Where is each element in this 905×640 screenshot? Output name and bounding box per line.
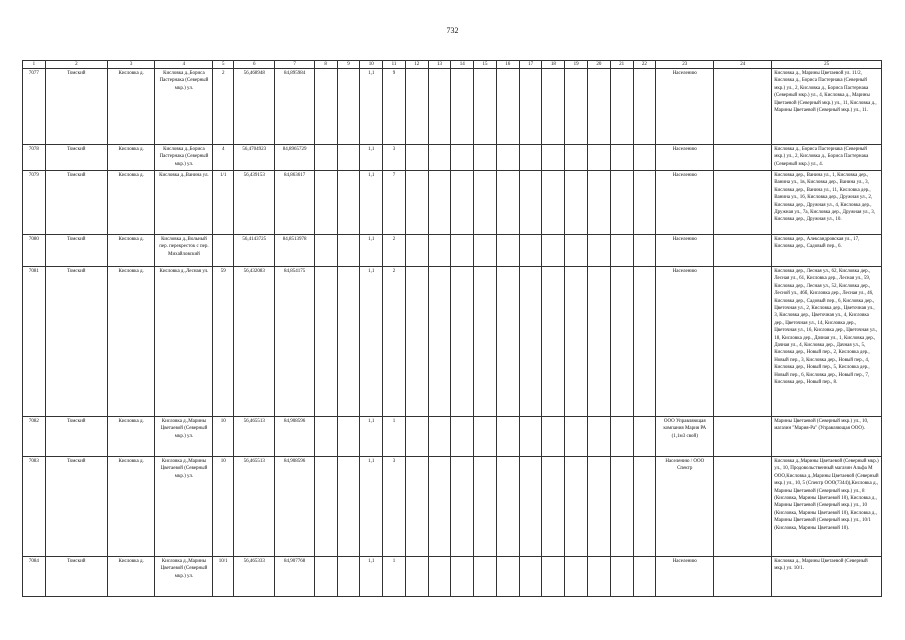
empty-cell xyxy=(519,69,542,145)
empty-cell xyxy=(565,145,588,171)
empty-cell xyxy=(496,69,519,145)
container-volume-cell: 1,1 xyxy=(360,417,383,457)
latitude-cell: 56,465333 xyxy=(234,557,275,597)
page-number: 732 xyxy=(446,26,459,35)
row-id: 7080 xyxy=(23,235,46,267)
address-cell: Кисловка д.,Лесная ул. xyxy=(155,267,213,417)
house-number-cell: 10/1 xyxy=(213,557,234,597)
column-header: 21 xyxy=(610,61,633,69)
region-cell: Томский xyxy=(45,235,107,267)
address-cell: Кисловка д.,Ванина ул. xyxy=(155,171,213,235)
empty-cell xyxy=(405,457,428,557)
empty-cell xyxy=(428,235,451,267)
waste-sources-cell: Марины Цветаевой (Северный мкр.) ул., 10, магазин "Мария-Ра" (Управляющая ООО). xyxy=(772,417,882,457)
empty-cell xyxy=(314,267,337,417)
latitude-cell: 56,432083 xyxy=(234,267,275,417)
empty-cell xyxy=(633,267,656,417)
empty-cell xyxy=(474,235,497,267)
empty-cell xyxy=(519,557,542,597)
region-cell: Томский xyxy=(45,557,107,597)
region-cell: Томский xyxy=(45,267,107,417)
operator-cell: Населению xyxy=(656,69,714,145)
empty-cell xyxy=(587,417,610,457)
column-header: 12 xyxy=(405,61,428,69)
row-id: 7084 xyxy=(23,557,46,597)
settlement-cell: Кисловка д. xyxy=(107,417,155,457)
empty-cell xyxy=(714,267,772,417)
table-row xyxy=(23,69,882,145)
empty-cell xyxy=(405,235,428,267)
table-row xyxy=(23,235,882,267)
empty-cell xyxy=(714,417,772,457)
empty-cell xyxy=(633,171,656,235)
house-number-cell: 4 xyxy=(213,145,234,171)
column-header: 17 xyxy=(519,61,542,69)
waste-sources-cell: Кисловка дер., Александровская ул., 17, Кисловка дер., Садовый пер., 6. xyxy=(772,235,882,267)
empty-cell xyxy=(542,145,565,171)
empty-cell xyxy=(496,235,519,267)
empty-cell xyxy=(428,557,451,597)
empty-cell xyxy=(610,145,633,171)
empty-cell xyxy=(451,235,474,267)
waste-sources-cell: Кисловка дер., Лесная ул., 62, Кисловка дер., Лесная ул., 61, Кисловка дер., Лесная ул., 59, Кисловка дер., Лесная ул., 52, Кисловка дер., Лесной ул., 46б, Кисловка дер., Лесная ул., 46, Кисловка дер., Садовый пер., 6, Кисловка дер., Цветочная ул., 2, Кисловка дер., Цветочная ул., 3, Кисловка дер., Цветочная ул., 4, Кисловка дер., Цветочная ул., 14, Кисловка дер., Цветочная ул., 16, Кисловка дер., Цветочная ул., 18, Кисловка дер., Дачная ул., 1, Кисловка дер., Дачная ул., 4, Кисловка дер., Дачная ул., 5, Кисловка дер., Новый пер., 2, Кисловка дер., Новый пер., 3, Кисловка дер., Новый пер., 4, Кисловка дер., Новый пер., 5, Кисловка дер., Новый пер., 6, Кисловка дер., Новый пер., 7, Кисловка дер., Новый пер., 8. xyxy=(772,267,882,417)
empty-cell xyxy=(565,457,588,557)
address-cell: Кисловка д.,Вольный пер. перекресток с пер. Михайловский xyxy=(155,235,213,267)
empty-cell xyxy=(633,457,656,557)
latitude-cell: 56,465513 xyxy=(234,417,275,457)
address-cell: Кисловка д.,Марины Цветаевой (Северный мкр.) ул. xyxy=(155,417,213,457)
container-volume-cell: 1,1 xyxy=(360,557,383,597)
operator-cell: Населению xyxy=(656,171,714,235)
column-header: 11 xyxy=(383,61,406,69)
address-cell: Кисловка д.,Марины Цветаевой (Северный мкр.) ул. xyxy=(155,557,213,597)
empty-cell xyxy=(633,557,656,597)
empty-cell xyxy=(314,171,337,235)
container-count-cell: 1 xyxy=(383,557,406,597)
latitude-cell: 56,468948 xyxy=(234,69,275,145)
row-id: 7083 xyxy=(23,457,46,557)
empty-cell xyxy=(519,145,542,171)
empty-cell xyxy=(337,145,360,171)
empty-cell xyxy=(587,145,610,171)
settlement-cell: Кисловка д. xyxy=(107,457,155,557)
region-cell: Томский xyxy=(45,457,107,557)
empty-cell xyxy=(451,145,474,171)
column-header: 4 xyxy=(155,61,213,69)
empty-cell xyxy=(474,69,497,145)
empty-cell xyxy=(633,145,656,171)
table-row xyxy=(23,145,882,171)
longitude-cell: 84,854175 xyxy=(275,267,314,417)
register-table xyxy=(22,60,882,597)
empty-cell xyxy=(587,235,610,267)
column-header: 22 xyxy=(633,61,656,69)
empty-cell xyxy=(565,235,588,267)
empty-cell xyxy=(542,557,565,597)
longitude-cell: 84,863617 xyxy=(275,171,314,235)
empty-cell xyxy=(314,557,337,597)
empty-cell xyxy=(610,417,633,457)
empty-cell xyxy=(428,457,451,557)
column-header: 9 xyxy=(337,61,360,69)
house-number-cell: 59 xyxy=(213,267,234,417)
container-volume-cell: 1,1 xyxy=(360,171,383,235)
empty-cell xyxy=(337,417,360,457)
column-header: 5 xyxy=(213,61,234,69)
empty-cell xyxy=(587,557,610,597)
empty-cell xyxy=(474,267,497,417)
empty-cell xyxy=(633,235,656,267)
empty-cell xyxy=(565,267,588,417)
settlement-cell: Кисловка д. xyxy=(107,557,155,597)
container-count-cell: 2 xyxy=(383,267,406,417)
column-header: 20 xyxy=(587,61,610,69)
empty-cell xyxy=(451,171,474,235)
empty-cell xyxy=(610,171,633,235)
operator-cell: Населению xyxy=(656,235,714,267)
waste-sources-cell: Кисловка д., Бориса Пастернака (Северный мкр.) ул., 2, Кисловка д., Бориса Пастернака (Северный мкр.) ул., 4. xyxy=(772,145,882,171)
column-header: 15 xyxy=(474,61,497,69)
empty-cell xyxy=(587,69,610,145)
empty-cell xyxy=(714,457,772,557)
empty-cell xyxy=(405,171,428,235)
region-cell: Томский xyxy=(45,69,107,145)
table-row xyxy=(23,267,882,417)
empty-cell xyxy=(405,417,428,457)
empty-cell xyxy=(519,235,542,267)
house-number-cell: 1/1 xyxy=(213,171,234,235)
table-row xyxy=(23,171,882,235)
empty-cell xyxy=(337,557,360,597)
empty-cell xyxy=(496,145,519,171)
empty-cell xyxy=(451,267,474,417)
region-cell: Томский xyxy=(45,171,107,235)
empty-cell xyxy=(337,171,360,235)
empty-cell xyxy=(405,267,428,417)
column-header: 6 xyxy=(234,61,275,69)
empty-cell xyxy=(633,417,656,457)
column-header: 19 xyxy=(565,61,588,69)
operator-cell: Населению xyxy=(656,557,714,597)
container-count-cell: 3 xyxy=(383,457,406,557)
empty-cell xyxy=(610,457,633,557)
empty-cell xyxy=(542,171,565,235)
empty-cell xyxy=(314,145,337,171)
empty-cell xyxy=(496,267,519,417)
empty-cell xyxy=(428,69,451,145)
container-volume-cell: 1,1 xyxy=(360,267,383,417)
row-id: 7078 xyxy=(23,145,46,171)
table-body xyxy=(23,69,882,597)
house-number-cell: 10 xyxy=(213,417,234,457)
empty-cell xyxy=(474,457,497,557)
empty-cell xyxy=(542,235,565,267)
empty-cell xyxy=(565,171,588,235)
longitude-cell: 84,895984 xyxy=(275,69,314,145)
longitude-cell: 84,908596 xyxy=(275,457,314,557)
container-volume-cell: 1,1 xyxy=(360,69,383,145)
empty-cell xyxy=(496,171,519,235)
empty-cell xyxy=(405,557,428,597)
container-count-cell: 7 xyxy=(383,171,406,235)
empty-cell xyxy=(496,457,519,557)
empty-cell xyxy=(610,557,633,597)
longitude-cell: 84,907768 xyxy=(275,557,314,597)
empty-cell xyxy=(496,417,519,457)
empty-cell xyxy=(337,69,360,145)
empty-cell xyxy=(542,457,565,557)
row-id: 7077 xyxy=(23,69,46,145)
empty-cell xyxy=(610,69,633,145)
empty-cell xyxy=(314,235,337,267)
header-row xyxy=(23,61,882,69)
empty-cell xyxy=(714,145,772,171)
empty-cell xyxy=(474,145,497,171)
empty-cell xyxy=(610,267,633,417)
table-row xyxy=(23,457,882,557)
empty-cell xyxy=(565,69,588,145)
region-cell: Томский xyxy=(45,145,107,171)
column-header: 25 xyxy=(772,61,882,69)
settlement-cell: Кисловка д. xyxy=(107,69,155,145)
column-header: 3 xyxy=(107,61,155,69)
latitude-cell: 56,439153 xyxy=(234,171,275,235)
empty-cell xyxy=(405,145,428,171)
container-count-cell: 1 xyxy=(383,417,406,457)
empty-cell xyxy=(587,171,610,235)
container-volume-cell: 1,1 xyxy=(360,145,383,171)
region-cell: Томский xyxy=(45,417,107,457)
empty-cell xyxy=(610,235,633,267)
empty-cell xyxy=(519,417,542,457)
row-id: 7082 xyxy=(23,417,46,457)
empty-cell xyxy=(428,267,451,417)
empty-cell xyxy=(714,557,772,597)
operator-cell: ООО Управляющая компания Мария РА (1,1м3 свой) xyxy=(656,417,714,457)
empty-cell xyxy=(633,69,656,145)
column-header: 18 xyxy=(542,61,565,69)
container-count-cell: 3 xyxy=(383,145,406,171)
latitude-cell: 56,4143725 xyxy=(234,235,275,267)
house-number-cell: 10 xyxy=(213,457,234,557)
empty-cell xyxy=(337,267,360,417)
column-header: 14 xyxy=(451,61,474,69)
settlement-cell: Кисловка д. xyxy=(107,235,155,267)
empty-cell xyxy=(474,557,497,597)
waste-sources-cell: Кисловка д., Марины Цветаевой (Северный мкр.) ул. 10/1. xyxy=(772,557,882,597)
empty-cell xyxy=(428,145,451,171)
house-number-cell: 2 xyxy=(213,69,234,145)
empty-cell xyxy=(714,171,772,235)
address-cell: Кисловка д.,Бориса Пастернака (Северный мкр.) ул. xyxy=(155,145,213,171)
row-id: 7081 xyxy=(23,267,46,417)
empty-cell xyxy=(519,171,542,235)
address-cell: Кисловка д.,Бориса Пастернака (Северный мкр.) ул. xyxy=(155,69,213,145)
column-header: 2 xyxy=(45,61,107,69)
container-volume-cell: 1,1 xyxy=(360,457,383,557)
empty-cell xyxy=(314,69,337,145)
house-number-cell xyxy=(213,235,234,267)
row-id: 7079 xyxy=(23,171,46,235)
empty-cell xyxy=(519,267,542,417)
container-count-cell: 9 xyxy=(383,69,406,145)
longitude-cell: 84,8965729 xyxy=(275,145,314,171)
table-row xyxy=(23,557,882,597)
waste-sources-cell: Кисловка д., Марины Цветаевой ул. 11/2, Кисловка д., Бориса Пастернака (Северный мкр.) ул., 2, Кисловка д., Бориса Пастернака (Северный мкр.) ул., 4, Кисловка д., Марины Цветаевой (Северный мкр.) ул., 11, Кисловка д., Марины Цветаевой (Северный мкр.) ул., 11. xyxy=(772,69,882,145)
empty-cell xyxy=(314,417,337,457)
empty-cell xyxy=(714,235,772,267)
container-count-cell: 2 xyxy=(383,235,406,267)
empty-cell xyxy=(337,457,360,557)
column-header: 24 xyxy=(714,61,772,69)
empty-cell xyxy=(587,457,610,557)
empty-cell xyxy=(542,267,565,417)
column-header: 23 xyxy=(656,61,714,69)
latitude-cell: 56,4704923 xyxy=(234,145,275,171)
column-header: 7 xyxy=(275,61,314,69)
column-header: 8 xyxy=(314,61,337,69)
operator-cell: Населению xyxy=(656,267,714,417)
empty-cell xyxy=(519,457,542,557)
address-cell: Кисловка д.,Марины Цветаевой (Северный мкр.) ул. xyxy=(155,457,213,557)
waste-sources-cell: Кисловка д.,Марины Цветаевой (Северный мкр.) ул., 10, Продовольственный магазин Альфа М ООО,Кисловка д.,Марины Цветаевой (Северный мкр.) ул., 10, 5 (Спектр ООО(7344)),Кисловка д., Марины Цветаевой (Северный мкр.) ул., 8 (Кисловка, Марины Цветаевой 10), Кисловка д., Марины Цветаевой (Северный мкр.) ул., 10 (Кисловка, Марины Цветаевой 10), Кисловка д., Марины Цветаевой (Северный мкр.) ул., 10/1 (Кисловка, Марины Цветаевой 10). xyxy=(772,457,882,557)
empty-cell xyxy=(474,171,497,235)
operator-cell: Населению / ООО Спектр xyxy=(656,457,714,557)
longitude-cell: 84,8513978 xyxy=(275,235,314,267)
column-header: 16 xyxy=(496,61,519,69)
empty-cell xyxy=(714,69,772,145)
longitude-cell: 84,908596 xyxy=(275,417,314,457)
empty-cell xyxy=(405,69,428,145)
empty-cell xyxy=(428,171,451,235)
empty-cell xyxy=(451,417,474,457)
table-row xyxy=(23,417,882,457)
empty-cell xyxy=(542,69,565,145)
empty-cell xyxy=(451,457,474,557)
empty-cell xyxy=(565,557,588,597)
empty-cell xyxy=(428,417,451,457)
settlement-cell: Кисловка д. xyxy=(107,267,155,417)
settlement-cell: Кисловка д. xyxy=(107,145,155,171)
empty-cell xyxy=(587,267,610,417)
settlement-cell: Кисловка д. xyxy=(107,171,155,235)
waste-sources-cell: Кисловка дер., Ванина ул., 1, Кисловка дер., Ванина ул., 1в, Кисловка дер., Ванина ул., 3, Кисловка дер., Ванина ул., 11, Кисловка дер., Ванина ул., 16, Кисловка дер., Дружная ул., 2, Кисловка дер., Дружная ул., 4, Кисловка дер., Дружная ул., 7а, Кисловка дер., Дружная ул., 3, Кисловка дер., Дружная ул., 10. xyxy=(772,171,882,235)
empty-cell xyxy=(565,417,588,457)
empty-cell xyxy=(451,69,474,145)
empty-cell xyxy=(542,417,565,457)
empty-cell xyxy=(337,235,360,267)
empty-cell xyxy=(474,417,497,457)
column-header: 10 xyxy=(360,61,383,69)
column-header: 1 xyxy=(23,61,46,69)
empty-cell xyxy=(451,557,474,597)
empty-cell xyxy=(496,557,519,597)
operator-cell: Населению xyxy=(656,145,714,171)
empty-cell xyxy=(314,457,337,557)
container-volume-cell: 1,1 xyxy=(360,235,383,267)
latitude-cell: 56,465513 xyxy=(234,457,275,557)
column-header: 13 xyxy=(428,61,451,69)
